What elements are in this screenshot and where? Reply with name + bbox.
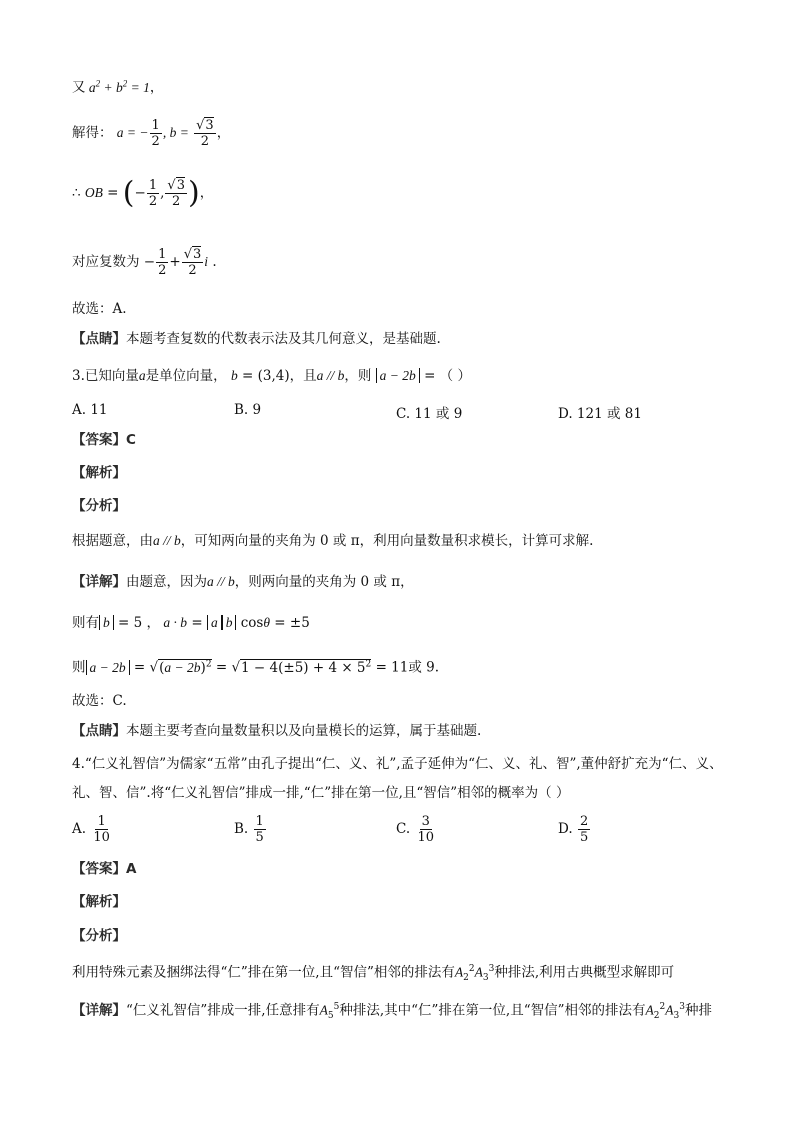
text-line: 解得： a = − $\frac{1}{2}$ , b = $\frac{√3}{2}$ ， <box>72 118 231 149</box>
option-b: B. 9 <box>234 402 262 418</box>
text-line: 故选：A. <box>72 301 127 317</box>
math-formula: a = − <box>116 125 149 140</box>
option-d: D. $\frac{2}{5}$ <box>558 814 589 845</box>
option-c: C. 11 或 9 <box>396 406 463 422</box>
answer-line: 【答案】A <box>72 861 137 877</box>
answer-line: 【答案】C <box>72 432 136 448</box>
question-3: 3.已知向量a是单位向量， b = (3,4)，且a // b，则 a − 2b = （ ） <box>72 368 471 384</box>
text-line: 【详解】由题意，因为a // b，则两向量的夹角为 0 或 π， <box>72 574 414 590</box>
text-line: 【点睛】本题考查复数的代数表示法及其几何意义，是基础题. <box>72 331 441 347</box>
option-b: B. $\frac{1}{5}$ <box>234 814 264 845</box>
fenxi-tag: 【分析】 <box>72 498 126 514</box>
text-line: 则有 b = 5 ， a · b = a b cosθ = ±5 <box>72 615 310 631</box>
option-d: D. 121 或 81 <box>558 406 642 422</box>
question-4-line2: 礼、智、信”.将“仁义礼智信”排成一排,“仁”排在第一位,且“智信”相邻的概率为（ ） <box>72 785 570 801</box>
jiexi-tag: 【解析】 <box>72 465 126 481</box>
text-line: 根据题意，由a // b，可知两向量的夹角为 0 或 π，利用向量数量积求模长，计算可求解. <box>72 533 594 549</box>
text-line: 故选：C. <box>72 693 127 709</box>
text-line: 【点睛】本题主要考查向量数量积以及向量模长的运算，属于基础题. <box>72 723 482 739</box>
question-4-line1: 4.“仁义礼智信”为儒家“五常”由孔子提出“仁、义、礼”,孟子延伸为“仁、义、礼、智”,董仲舒扩充为“仁、义、 <box>72 756 723 772</box>
text-line: 【详解】“仁义礼智信”排成一排,任意排有$A_5^5$种排法,其中“仁”排在第一位,且“智信”相邻的排法有$A_2^2A_3^3$种排 <box>72 1002 712 1022</box>
option-a: A. $\frac{1}{10}$ <box>72 814 110 845</box>
dianjing-tag: 【点睛】 <box>72 331 126 347</box>
text-line: 则 $a - 2b = √(a - 2b)^2 = √1 - 4(\pm 5) + 4 \times 5^2 = 11$或 9. <box>72 659 440 676</box>
option-a: A. 11 <box>72 402 108 418</box>
vector-ob: OB <box>84 185 103 200</box>
math-formula: $a^2 + b^2 = 1$ <box>85 78 150 95</box>
fenxi-tag: 【分析】 <box>72 928 126 944</box>
text-line: 利用特殊元素及捆绑法得“仁”排在第一位,且“智信”相邻的排法有$A_2^2A_3^3$种排法,利用古典概型求解即可 <box>72 964 675 984</box>
text-line: ∴ OB = (− $\frac{1}{2}$ , $\frac{√3}{2}$ )， <box>72 175 214 211</box>
option-c: C. $\frac{3}{10}$ <box>396 814 434 845</box>
jiexi-tag: 【解析】 <box>72 894 126 910</box>
text-line: 又 $a^2 + b^2 = 1$， <box>72 78 164 96</box>
text-line: 对应复数为 − $\frac{1}{2}$ + $\frac{√3}{2}$ i . <box>72 247 217 278</box>
